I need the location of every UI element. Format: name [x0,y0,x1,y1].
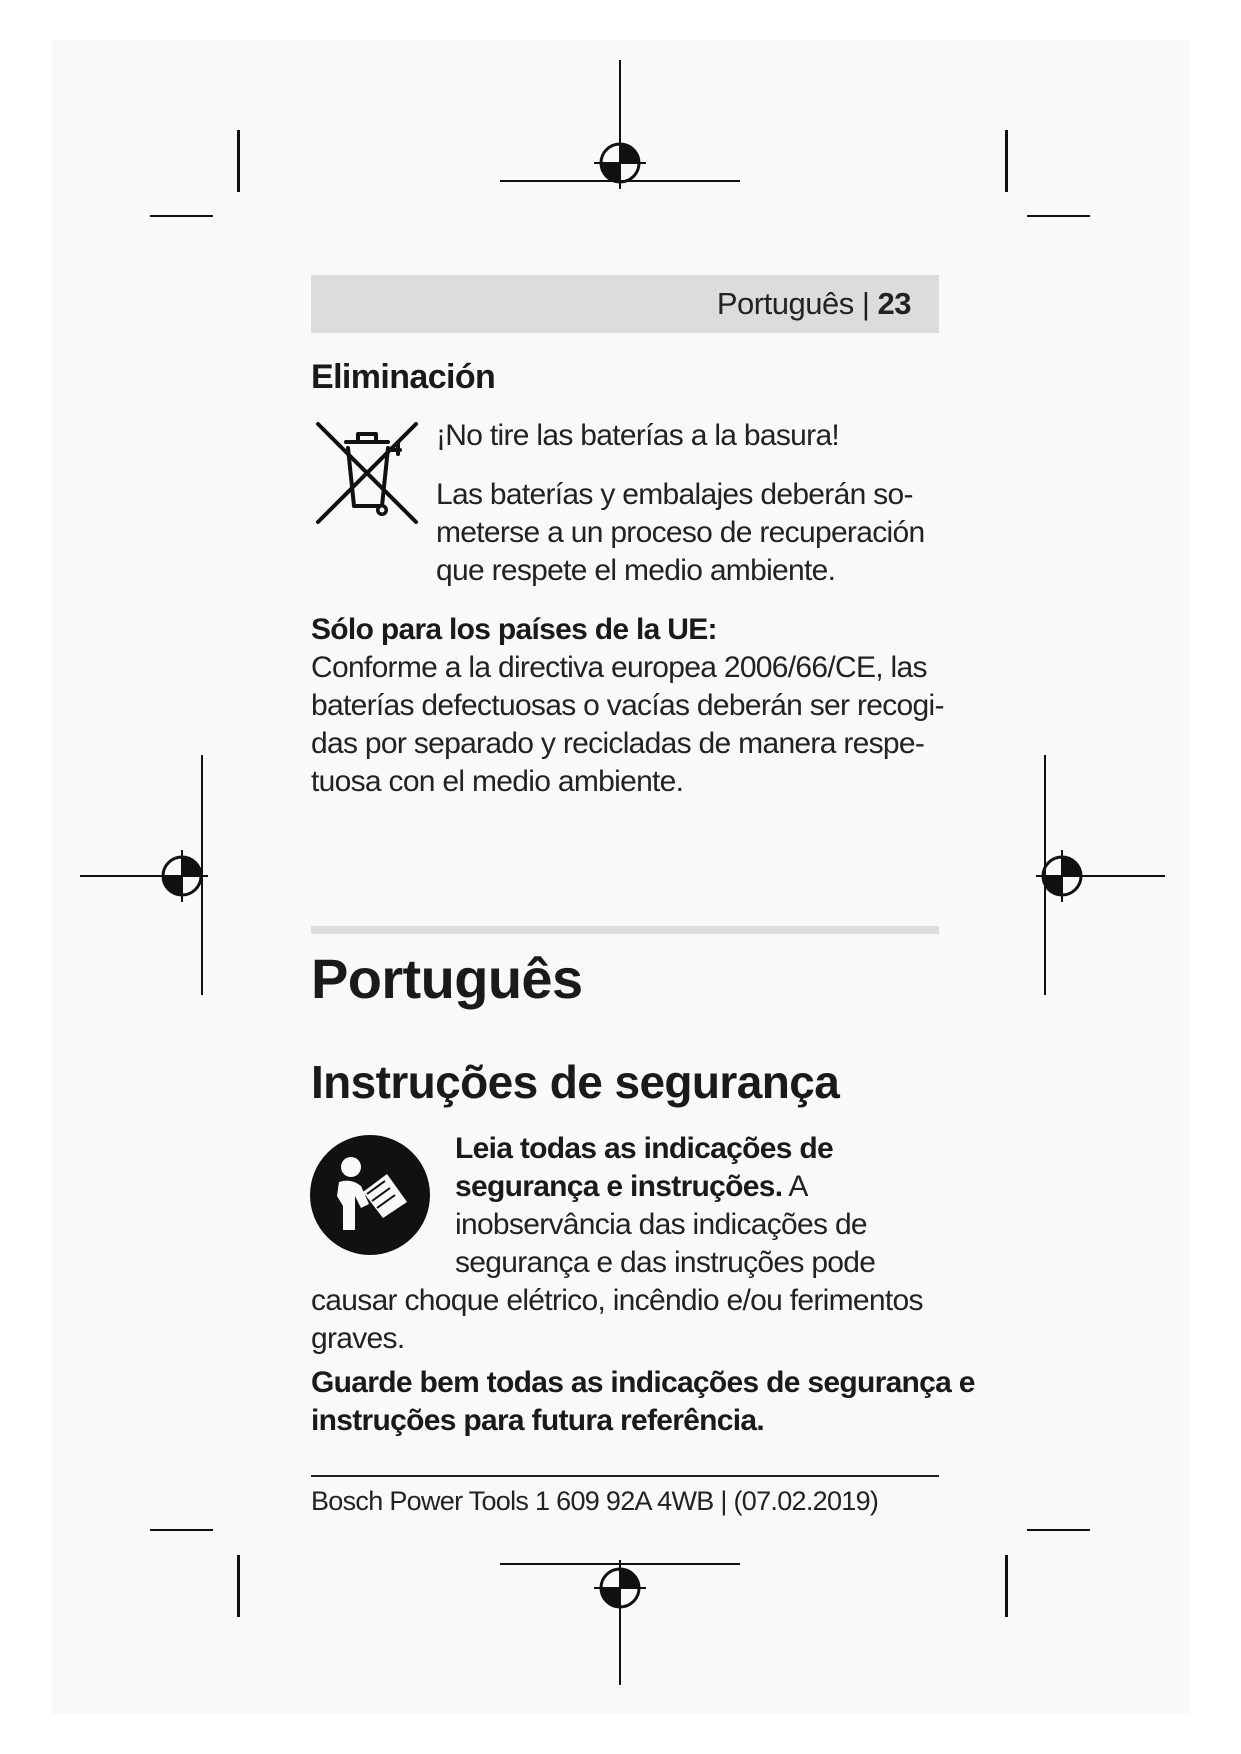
keep-line: instruções para futura referência. [311,1404,765,1437]
eliminacion-heading: Eliminación [311,358,496,396]
read-line: graves. [311,1322,405,1355]
eu-line: tuosa con el medio ambiente. [311,765,684,798]
header-separator: | [861,286,870,321]
footer-rule [311,1475,939,1477]
eu-line: baterías defectuosas o vacías deberán ser recogi- [311,689,944,722]
section-separator [311,926,939,934]
crop-mark [1027,215,1090,217]
crop-mark [150,1529,213,1531]
registration-mark-icon [1036,850,1088,902]
paragraph-line: que respete el medio ambiente. [436,554,836,587]
crop-mark [237,130,240,192]
registration-mark-icon [156,850,208,902]
read-line: Leia todas as indicações de [455,1132,833,1165]
read-instructions-text [455,1130,875,1282]
paragraph-line: Las baterías y embalajes deberán so- [436,478,913,511]
read-line: causar choque elétrico, incêndio e/ou ferimentos [311,1284,923,1317]
language-title: Português [311,947,583,1010]
crop-mark [237,1555,240,1617]
battery-warning: ¡No tire las baterías a la basura! [436,419,840,452]
header-language: Português [716,286,854,321]
safety-heading: Instruções de segurança [311,1056,840,1108]
crop-mark [1005,130,1008,192]
page-header [311,275,939,333]
read-line: segurança e instruções. A [455,1170,808,1203]
keep-instructions-text [311,1364,975,1440]
eu-section [311,611,944,801]
registration-mark-icon [594,137,646,189]
eu-heading: Sólo para los países de la UE: [311,613,717,646]
crop-mark [1005,1555,1008,1617]
header-text [717,286,911,322]
read-line: inobservância das indicações de [455,1208,867,1241]
eu-line: Conforme a la directiva europea 2006/66/CE, las [311,651,927,684]
read-line: segurança e das instruções pode [455,1246,876,1279]
read-instructions-continuation [311,1282,923,1358]
crop-mark [150,215,213,217]
eu-line: das por separado y recicladas de manera respe- [311,727,925,760]
keep-line: Guarde bem todas as indicações de segurança e [311,1366,975,1399]
page-number: 23 [877,286,911,321]
packaging-paragraph [436,476,924,590]
read-manual-icon [309,1134,431,1261]
crop-mark [1027,1529,1090,1531]
crossed-out-wheelie-bin-icon [312,418,422,535]
registration-mark-icon [594,1562,646,1614]
paragraph-line: meterse a un proceso de recuperación [436,516,925,549]
footer-text: Bosch Power Tools 1 609 92A 4WB | (07.02.2019) [311,1486,879,1516]
